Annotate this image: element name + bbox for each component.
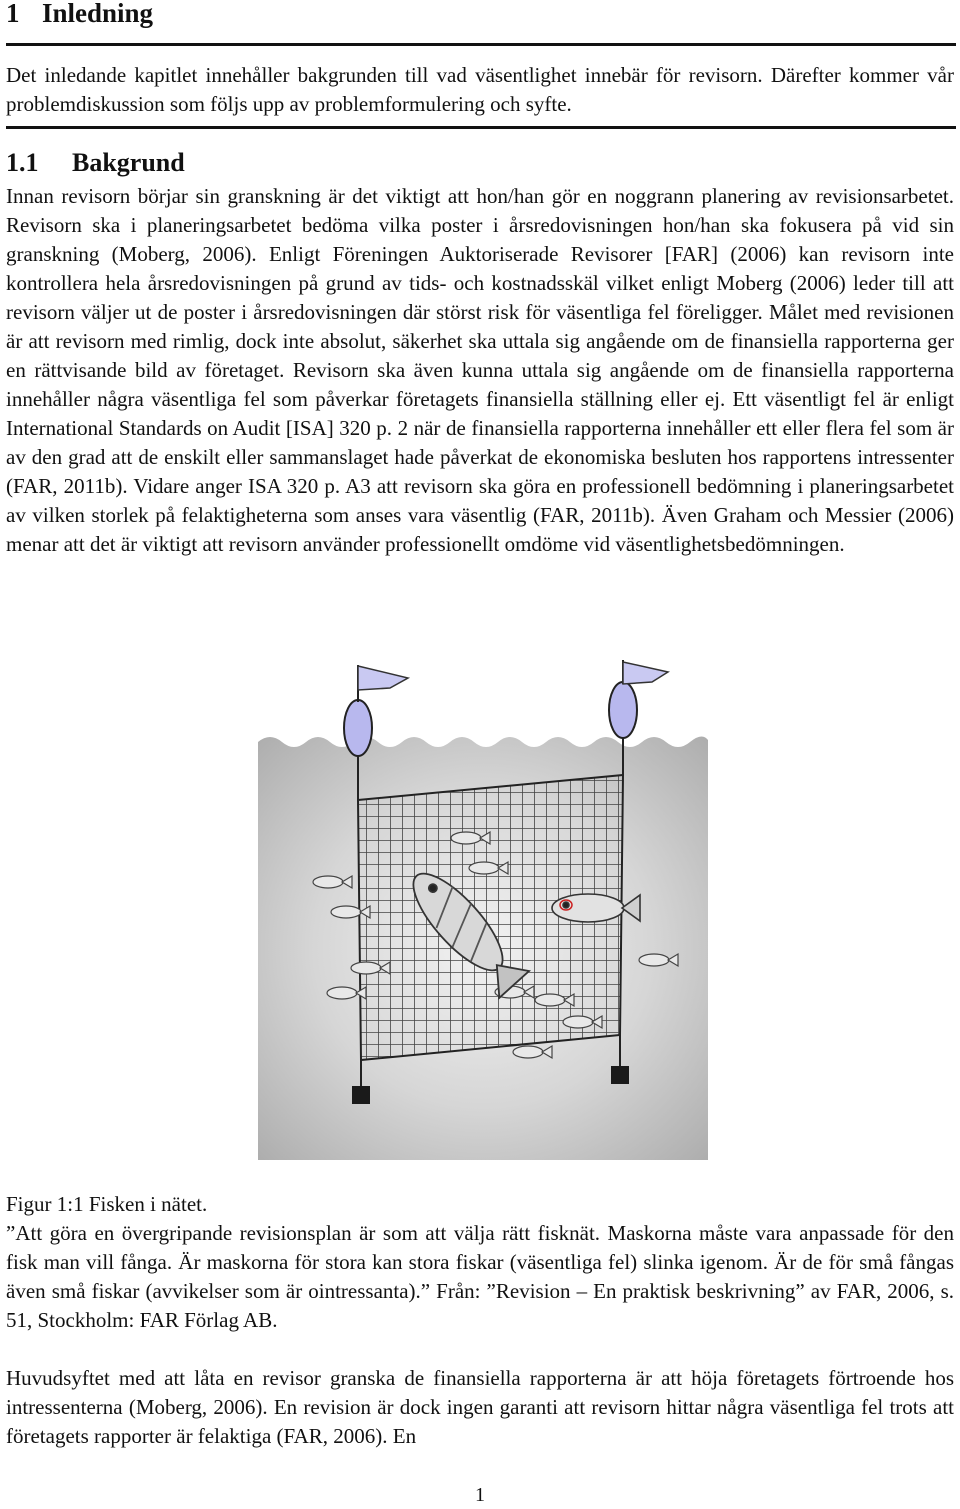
fish-net-illustration bbox=[258, 660, 708, 1160]
left-flag bbox=[358, 666, 408, 690]
background-paragraph: Innan revisorn börjar sin granskning är det viktigt att hon/han gör en noggrann planering av revisionsarbetet. Revisorn ska i planeringsarbetet bedöma vilka poster i årsredovisningen hon/han ska fokusera på vid sin granskning (Moberg, 2006). Enligt Föreningen Auktoriserade Revisorer [FAR] (2006) kan revisorn inte kontrollera hela årsredovisningen på grund av tids- och kostnadsskäl vilket enligt Moberg (2006) leder till att revisorn väljer ut de poster i årsredovisningen där störst risk för väsentliga fel föreligger. Målet med revisionen är att revisorn med rimlig, dock inte absolut, säkerhet ska uttala sig angående om de finansiella rapporterna ger en rättvisande bild av företaget. Revisorn ska även kunna uttala sig angående om de finansiella rapporterna innehåller några väsentliga fel som påverkar företagets finansiella ställning eller ej. Ett väsentligt fel är enligt International Standards on Audit [ISA] 320 p. 2 när de finansiella rapporterna innehåller ett eller flera fel som är av den grad att de enskilt eller sammanslaget hade påverkat de ekonomiska besluten hos rapportens intressenter (FAR, 2011b). Vidare anger ISA 320 p. A3 att revisorn ska göra en professionell bedömning i planeringsarbetet av vilken storlek på felaktigheterna som anses vara väsentlig (FAR, 2011b). Även Graham och Messier (2006) menar att det är viktigt att revisorn använder professionellt omdöme vid väsentlighetsbedömningen. bbox=[6, 184, 954, 556]
chapter-heading bbox=[6, 0, 153, 29]
intro-bottom-rule bbox=[6, 126, 956, 129]
purpose-paragraph: Huvudsyftet med att låta en revisor granska de finansiella rapporterna är att höja företagets förtroende hos intressenterna (Moberg, 2006). En revision är dock ingen garanti att revisorn hittar några väsentliga fel trots att företagets rapporter är felaktiga (FAR, 2006). En bbox=[6, 1366, 954, 1448]
figure-quote: ”Att göra en övergripande revisionsplan är som att välja rätt fisknät. Maskorna måste vara anpassade för den fisk man vill fånga. Är maskorna för stora kan stora fiskar (väsentliga fel) slinka igenom. Är de för små fångas även små fiskar (avvikelser som är ointressanta).” Från: ”Revision – En praktisk beskrivning” av FAR, 2006, s. 51, Stockholm: FAR Förlag AB. bbox=[6, 1221, 954, 1332]
section-heading bbox=[6, 148, 185, 178]
right-flag bbox=[623, 662, 668, 684]
chapter-number: 1 bbox=[6, 0, 20, 28]
left-float bbox=[344, 700, 372, 756]
top-rule bbox=[6, 43, 956, 46]
left-sinker bbox=[352, 1086, 370, 1104]
figure-caption: Figur 1:1 Fisken i nätet. bbox=[6, 1192, 208, 1216]
page-number: 1 bbox=[475, 1484, 485, 1506]
section-number: 1.1 bbox=[6, 148, 39, 177]
right-sinker bbox=[611, 1066, 629, 1084]
section-title: Bakgrund bbox=[72, 148, 185, 177]
right-float bbox=[609, 682, 637, 738]
chapter-intro: Det inledande kapitlet innehåller bakgrunden till vad väsentlighet innebär för revisorn. Därefter kommer vår problemdiskussion som följs upp av problemformulering och syfte. bbox=[6, 63, 954, 116]
chapter-title: Inledning bbox=[42, 0, 154, 28]
